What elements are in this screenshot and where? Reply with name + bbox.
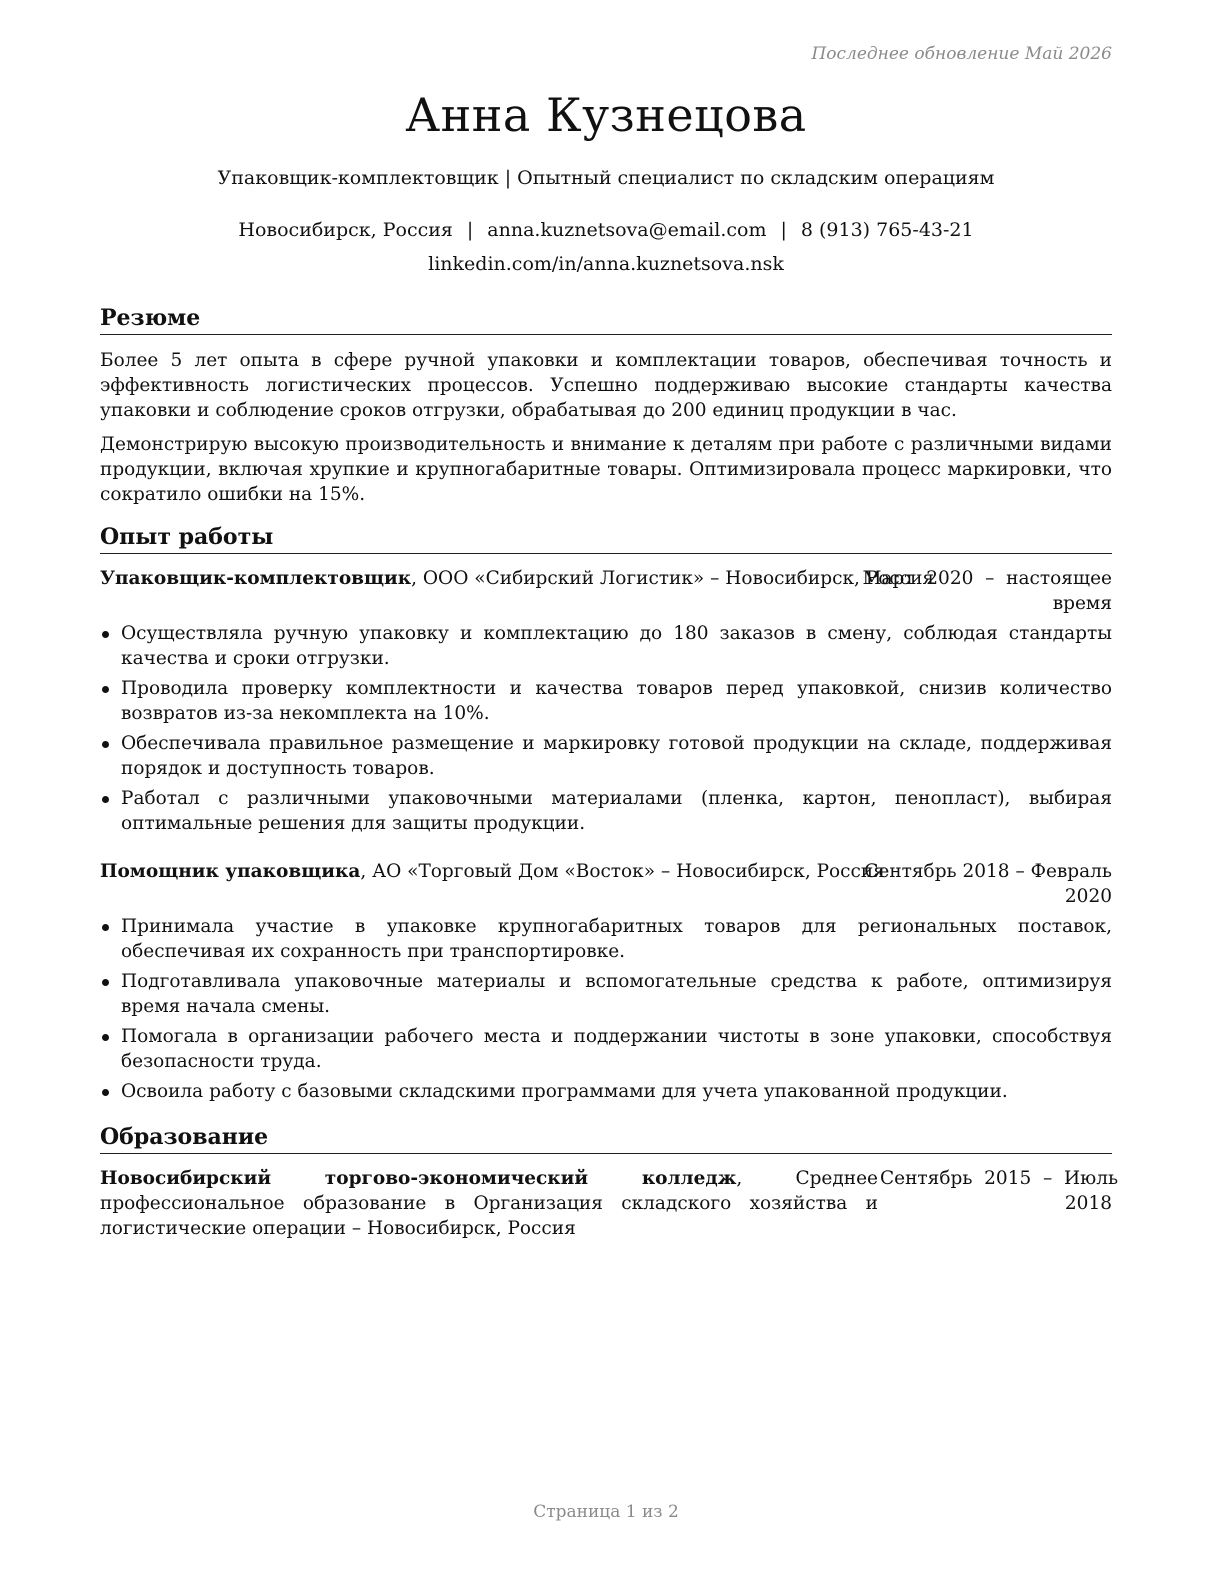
bullet-text: Принимала участие в упаковке крупногабаритных товаров для региональных поставок, обеспечивая их сохранность при транспортировке. xyxy=(121,916,1112,962)
email-link[interactable]: anna.kuznetsova@email.com xyxy=(487,219,767,241)
education-entry xyxy=(100,1166,1119,1242)
section-title-summary: Резюме xyxy=(100,304,1112,335)
separator: | xyxy=(780,219,787,241)
bullet-icon xyxy=(102,796,109,803)
job-dates xyxy=(862,566,1112,616)
page-number: Страница 1 из 2 xyxy=(533,1502,679,1522)
job-bullets xyxy=(100,621,1112,841)
bullet-icon xyxy=(102,924,109,931)
bullet-text: Осуществляла ручную упаковку и комплектацию до 180 заказов в смену, соблюдая стандарты качества и сроки отгрузки. xyxy=(121,623,1112,669)
list-item xyxy=(100,1079,1112,1104)
education-description xyxy=(100,1166,878,1241)
bullet-text: Работал с различными упаковочными материалами (пленка, картон, пенопласт), выбирая оптимальные решения для защиты продукции. xyxy=(121,788,1112,834)
job-role: Помощник упаковщика xyxy=(100,861,361,882)
linkedin-link[interactable]: linkedin.com/in/anna.kuznetsova.nsk xyxy=(428,253,784,275)
job-dates-line: время xyxy=(1052,593,1112,614)
bullet-icon xyxy=(102,741,109,748)
bullet-text: Проводила проверку комплектности и качества товаров перед упаковкой, снизив количество возвратов из-за некомплекта на 10%. xyxy=(121,678,1112,724)
list-item xyxy=(100,731,1112,781)
list-item xyxy=(100,1024,1112,1074)
bullet-icon xyxy=(102,1034,109,1041)
list-item xyxy=(100,969,1112,1019)
last-updated: Последнее обновление Май 2026 xyxy=(811,44,1112,64)
section-title-education: Образование xyxy=(100,1123,1112,1154)
candidate-name: Анна Кузнецова xyxy=(405,88,807,142)
phone: 8 (913) 765-43-21 xyxy=(800,219,974,241)
education-dates xyxy=(880,1166,1119,1216)
bullet-icon xyxy=(102,631,109,638)
bullet-icon xyxy=(102,1089,109,1096)
job-header xyxy=(100,859,1112,909)
resume-page xyxy=(100,0,1119,1584)
job-header xyxy=(100,566,1112,616)
summary-paragraph: Более 5 лет опыта в сфере ручной упаковки и комплектации товаров, обеспечивая точность и эффективность логистических процессов. Успешно поддерживаю высокие стандарты качества упаковки и соблюдение сроков отгрузки, обрабатывая до 200 единиц продукции в час. xyxy=(100,350,1112,421)
bullet-text: Помогала в организации рабочего места и поддержании чистоты в зоне упаковки, способствуя безопасности труда. xyxy=(121,1026,1112,1072)
separator: | xyxy=(466,219,474,241)
bullet-text: Подготавливала упаковочные материалы и вспомогательные средства к работе, оптимизируя время начала смены. xyxy=(121,971,1112,1017)
location: Новосибирск, Россия xyxy=(238,219,453,241)
list-item xyxy=(100,786,1112,836)
job-title-line xyxy=(100,859,885,884)
section-title-experience: Опыт работы xyxy=(100,523,1112,554)
job-dates-line: Сентябрь 2018 – Февраль xyxy=(864,861,1112,882)
bullet-text: Освоила работу с базовыми складскими программами для учета упакованной продукции. xyxy=(121,1081,1008,1102)
job-dates xyxy=(864,859,1112,909)
job-dates-line: 2020 xyxy=(1064,886,1112,907)
school-name: Новосибирский торгово-экономический колледж xyxy=(100,1168,737,1189)
list-item xyxy=(100,676,1112,726)
job-title-line xyxy=(100,566,934,591)
education-dates-line: Сентябрь 2015 – Июль xyxy=(880,1168,1119,1189)
bullet-icon xyxy=(102,979,109,986)
bullet-text: Обеспечивала правильное размещение и маркировку готовой продукции на складе, поддерживая порядок и доступность товаров. xyxy=(121,733,1112,779)
contact-line xyxy=(100,219,1112,241)
list-item xyxy=(100,621,1112,671)
job-role: Упаковщик-комплектовщик xyxy=(100,568,412,589)
summary-paragraph: Демонстрирую высокую производительность и внимание к деталям при работе с различными видами продукции, включая хрупкие и крупногабаритные товары. Оптимизировала процесс маркировки, что сократило ошибки на 15%. xyxy=(100,434,1112,505)
bullet-icon xyxy=(102,686,109,693)
job-bullets xyxy=(100,914,1112,1109)
job-company: , ООО «Сибирский Логистик» – Новосибирск, Россия xyxy=(411,568,935,589)
education-dates-line: 2018 xyxy=(1064,1193,1112,1214)
list-item xyxy=(100,914,1112,964)
education-details: , Среднее профессиональное образование в Организация складского хозяйства и логистические операции – Новосибирск, Россия xyxy=(100,1168,879,1239)
job-company: , АО «Торговый Дом «Восток» – Новосибирск, Россия xyxy=(360,861,885,882)
headline: Упаковщик-комплектовщик | Опытный специалист по складским операциям xyxy=(217,167,995,189)
job-dates-line: Март 2020 – настоящее xyxy=(862,568,1112,589)
